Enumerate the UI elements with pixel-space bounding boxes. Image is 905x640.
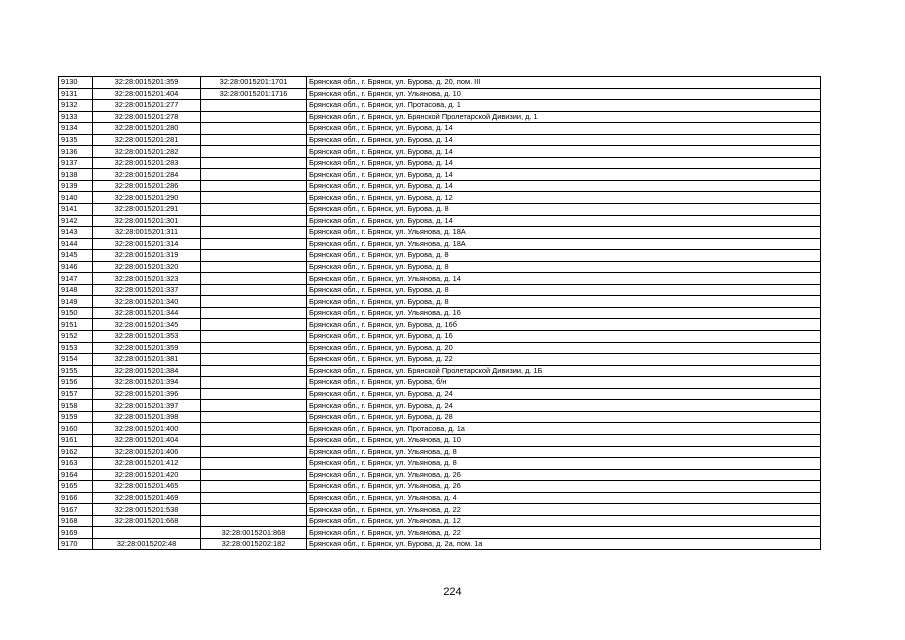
row-number-cell: 9130 [59, 77, 93, 89]
table-row [59, 354, 821, 366]
row-number-cell: 9135 [59, 134, 93, 146]
address-cell: Брянская обл., г. Брянск, ул. Протасова, д. 1а [307, 423, 821, 435]
address-cell: Брянская обл., г. Брянск, ул. Ульянова, д. 22 [307, 504, 821, 516]
cadastral-number-cell: 32:28:0015201:668 [93, 515, 201, 527]
table-row [59, 261, 821, 273]
row-number-cell: 9143 [59, 227, 93, 239]
related-cadastral-number-cell [201, 100, 307, 112]
table-row [59, 169, 821, 181]
page-number: 224 [443, 586, 462, 598]
related-cadastral-number-cell [201, 227, 307, 239]
cadastral-number-cell: 32:28:0015201:280 [93, 123, 201, 135]
address-cell: Брянская обл., г. Брянск, ул. Бурова, д. 14 [307, 157, 821, 169]
row-number-cell: 9138 [59, 169, 93, 181]
address-cell: Брянская обл., г. Брянск, ул. Бурова, д. 16б [307, 319, 821, 331]
address-cell: Брянская обл., г. Брянск, ул. Ульянова, д. 14 [307, 273, 821, 285]
related-cadastral-number-cell [201, 192, 307, 204]
cadastral-number-cell: 32:28:0015201:538 [93, 504, 201, 516]
related-cadastral-number-cell [201, 388, 307, 400]
address-cell: Брянская обл., г. Брянск, ул. Бурова, д. 22 [307, 354, 821, 366]
table-row [59, 204, 821, 216]
row-number-cell: 9133 [59, 111, 93, 123]
row-number-cell: 9149 [59, 296, 93, 308]
table-row [59, 423, 821, 435]
table-row [59, 400, 821, 412]
row-number-cell: 9131 [59, 88, 93, 100]
address-cell: Брянская обл., г. Брянск, ул. Бурова, д. 14 [307, 180, 821, 192]
related-cadastral-number-cell [201, 423, 307, 435]
row-number-cell: 9157 [59, 388, 93, 400]
table-row [59, 215, 821, 227]
related-cadastral-number-cell [201, 284, 307, 296]
cadastral-number-cell: 32:28:0015202:48 [93, 538, 201, 550]
related-cadastral-number-cell: 32:28:0015201:868 [201, 527, 307, 539]
table-row [59, 250, 821, 262]
related-cadastral-number-cell: 32:28:0015201:1701 [201, 77, 307, 89]
table-row [59, 527, 821, 539]
row-number-cell: 9141 [59, 204, 93, 216]
table-row [59, 481, 821, 493]
address-cell: Брянская обл., г. Брянск, ул. Бурова, д. 14 [307, 215, 821, 227]
table-row [59, 458, 821, 470]
cadastral-number-cell: 32:28:0015201:396 [93, 388, 201, 400]
related-cadastral-number-cell [201, 123, 307, 135]
cadastral-number-cell: 32:28:0015201:277 [93, 100, 201, 112]
related-cadastral-number-cell [201, 296, 307, 308]
address-cell: Брянская обл., г. Брянск, ул. Ульянова, д. 26 [307, 469, 821, 481]
cadastral-number-cell: 32:28:0015201:283 [93, 157, 201, 169]
table-row [59, 77, 821, 89]
row-number-cell: 9137 [59, 157, 93, 169]
address-cell: Брянская обл., г. Брянск, ул. Бурова, д. 14 [307, 146, 821, 158]
address-cell: Брянская обл., г. Брянск, ул. Ульянова, д. 10 [307, 88, 821, 100]
table-row [59, 123, 821, 135]
table-row [59, 377, 821, 389]
related-cadastral-number-cell [201, 515, 307, 527]
row-number-cell: 9154 [59, 354, 93, 366]
row-number-cell: 9166 [59, 492, 93, 504]
table-row [59, 157, 821, 169]
address-cell: Брянская обл., г. Брянск, ул. Брянской Пролетарской Дивизии, д. 1Б [307, 365, 821, 377]
related-cadastral-number-cell [201, 365, 307, 377]
address-cell: Брянская обл., г. Брянск, ул. Ульянова, д. 26 [307, 481, 821, 493]
address-cell: Брянская обл., г. Брянск, ул. Бурова, д. 16 [307, 331, 821, 343]
related-cadastral-number-cell [201, 354, 307, 366]
table-row [59, 365, 821, 377]
table-row [59, 538, 821, 550]
address-cell: Брянская обл., г. Брянск, ул. Ульянова, д. 18А [307, 238, 821, 250]
cadastral-number-cell: 32:28:0015201:290 [93, 192, 201, 204]
cadastral-number-cell: 32:28:0015201:404 [93, 88, 201, 100]
row-number-cell: 9168 [59, 515, 93, 527]
address-cell: Брянская обл., г. Брянск, ул. Ульянова, д. 4 [307, 492, 821, 504]
cadastral-number-cell: 32:28:0015201:384 [93, 365, 201, 377]
table-row [59, 134, 821, 146]
related-cadastral-number-cell [201, 458, 307, 470]
related-cadastral-number-cell [201, 331, 307, 343]
table-row [59, 296, 821, 308]
related-cadastral-number-cell [201, 307, 307, 319]
address-cell: Брянская обл., г. Брянск, ул. Бурова, д. 8 [307, 204, 821, 216]
row-number-cell: 9159 [59, 411, 93, 423]
cadastral-number-cell: 32:28:0015201:359 [93, 342, 201, 354]
row-number-cell: 9167 [59, 504, 93, 516]
cadastral-number-cell: 32:28:0015201:345 [93, 319, 201, 331]
row-number-cell: 9147 [59, 273, 93, 285]
row-number-cell: 9156 [59, 377, 93, 389]
row-number-cell: 9151 [59, 319, 93, 331]
related-cadastral-number-cell [201, 492, 307, 504]
related-cadastral-number-cell [201, 504, 307, 516]
cadastral-number-cell: 32:28:0015201:278 [93, 111, 201, 123]
row-number-cell: 9165 [59, 481, 93, 493]
row-number-cell: 9146 [59, 261, 93, 273]
table-row [59, 331, 821, 343]
cadastral-number-cell: 32:28:0015201:469 [93, 492, 201, 504]
cadastral-number-cell: 32:28:0015201:311 [93, 227, 201, 239]
table-row [59, 273, 821, 285]
table-row [59, 88, 821, 100]
cadastral-number-cell: 32:28:0015201:340 [93, 296, 201, 308]
related-cadastral-number-cell [201, 134, 307, 146]
cadastral-number-cell: 32:28:0015201:281 [93, 134, 201, 146]
table-row [59, 284, 821, 296]
cadastral-number-cell: 32:28:0015201:465 [93, 481, 201, 493]
related-cadastral-number-cell [201, 111, 307, 123]
address-cell: Брянская обл., г. Брянск, ул. Ульянова, д. 8 [307, 446, 821, 458]
related-cadastral-number-cell [201, 273, 307, 285]
table-row [59, 342, 821, 354]
cadastral-number-cell: 32:28:0015201:314 [93, 238, 201, 250]
row-number-cell: 9158 [59, 400, 93, 412]
related-cadastral-number-cell [201, 146, 307, 158]
table-row [59, 146, 821, 158]
row-number-cell: 9164 [59, 469, 93, 481]
related-cadastral-number-cell: 32:28:0015202:182 [201, 538, 307, 550]
address-cell: Брянская обл., г. Брянск, ул. Бурова, д. 20, пом. III [307, 77, 821, 89]
cadastral-number-cell: 32:28:0015201:394 [93, 377, 201, 389]
table-row [59, 434, 821, 446]
address-cell: Брянская обл., г. Брянск, ул. Бурова, д. 14 [307, 169, 821, 181]
table-row [59, 411, 821, 423]
related-cadastral-number-cell [201, 377, 307, 389]
address-cell: Брянская обл., г. Брянск, ул. Бурова, д. 8 [307, 250, 821, 262]
cadastral-number-cell: 32:28:0015201:286 [93, 180, 201, 192]
related-cadastral-number-cell [201, 204, 307, 216]
related-cadastral-number-cell [201, 250, 307, 262]
table-row [59, 469, 821, 481]
address-cell: Брянская обл., г. Брянск, ул. Бурова, д. 8 [307, 261, 821, 273]
table-row [59, 192, 821, 204]
related-cadastral-number-cell [201, 157, 307, 169]
cadastral-number-cell: 32:28:0015201:282 [93, 146, 201, 158]
address-cell: Брянская обл., г. Брянск, ул. Бурова, д. 14 [307, 134, 821, 146]
cadastral-number-cell: 32:28:0015201:420 [93, 469, 201, 481]
table-row [59, 446, 821, 458]
row-number-cell: 9144 [59, 238, 93, 250]
address-cell: Брянская обл., г. Брянск, ул. Бурова, д. 2а, пом. 1а [307, 538, 821, 550]
related-cadastral-number-cell [201, 180, 307, 192]
cadastral-number-cell: 32:28:0015201:398 [93, 411, 201, 423]
address-cell: Брянская обл., г. Брянск, ул. Бурова, д. 8 [307, 284, 821, 296]
row-number-cell: 9153 [59, 342, 93, 354]
table-row [59, 319, 821, 331]
row-number-cell: 9155 [59, 365, 93, 377]
table-row [59, 492, 821, 504]
cadastral-number-cell: 32:28:0015201:397 [93, 400, 201, 412]
row-number-cell: 9142 [59, 215, 93, 227]
table-row [59, 307, 821, 319]
address-cell: Брянская обл., г. Брянск, ул. Ульянова, д. 16 [307, 307, 821, 319]
related-cadastral-number-cell [201, 215, 307, 227]
row-number-cell: 9169 [59, 527, 93, 539]
address-cell: Брянская обл., г. Брянск, ул. Бурова, д. 24 [307, 388, 821, 400]
related-cadastral-number-cell: 32:28:0015201:1716 [201, 88, 307, 100]
address-cell: Брянская обл., г. Брянск, ул. Ульянова, д. 18А [307, 227, 821, 239]
address-cell: Брянская обл., г. Брянск, ул. Бурова, д. 24 [307, 400, 821, 412]
related-cadastral-number-cell [201, 319, 307, 331]
address-cell: Брянская обл., г. Брянск, ул. Бурова, б/н [307, 377, 821, 389]
registry-table [58, 76, 821, 550]
address-cell: Брянская обл., г. Брянск, ул. Брянской Пролетарской Дивизии, д. 1 [307, 111, 821, 123]
table-row [59, 238, 821, 250]
row-number-cell: 9170 [59, 538, 93, 550]
cadastral-number-cell: 32:28:0015201:320 [93, 261, 201, 273]
table-row [59, 100, 821, 112]
address-cell: Брянская обл., г. Брянск, ул. Ульянова, д. 22 [307, 527, 821, 539]
table-row [59, 227, 821, 239]
related-cadastral-number-cell [201, 238, 307, 250]
row-number-cell: 9134 [59, 123, 93, 135]
cadastral-number-cell: 32:28:0015201:406 [93, 446, 201, 458]
row-number-cell: 9148 [59, 284, 93, 296]
related-cadastral-number-cell [201, 446, 307, 458]
address-cell: Брянская обл., г. Брянск, ул. Ульянова, д. 8 [307, 458, 821, 470]
cadastral-number-cell: 32:28:0015201:400 [93, 423, 201, 435]
related-cadastral-number-cell [201, 400, 307, 412]
address-cell: Брянская обл., г. Брянск, ул. Бурова, д. 12 [307, 192, 821, 204]
row-number-cell: 9161 [59, 434, 93, 446]
registry-table-body [59, 77, 821, 550]
table-row [59, 388, 821, 400]
row-number-cell: 9152 [59, 331, 93, 343]
row-number-cell: 9162 [59, 446, 93, 458]
address-cell: Брянская обл., г. Брянск, ул. Бурова, д. 8 [307, 296, 821, 308]
related-cadastral-number-cell [201, 169, 307, 181]
cadastral-number-cell: 32:28:0015201:353 [93, 331, 201, 343]
cadastral-number-cell: 32:28:0015201:323 [93, 273, 201, 285]
address-cell: Брянская обл., г. Брянск, ул. Ульянова, д. 12 [307, 515, 821, 527]
row-number-cell: 9139 [59, 180, 93, 192]
cadastral-number-cell: 32:28:0015201:284 [93, 169, 201, 181]
address-cell: Брянская обл., г. Брянск, ул. Бурова, д. 28 [307, 411, 821, 423]
related-cadastral-number-cell [201, 481, 307, 493]
related-cadastral-number-cell [201, 261, 307, 273]
row-number-cell: 9136 [59, 146, 93, 158]
row-number-cell: 9150 [59, 307, 93, 319]
cadastral-number-cell: 32:28:0015201:291 [93, 204, 201, 216]
address-cell: Брянская обл., г. Брянск, ул. Ульянова, д. 10 [307, 434, 821, 446]
table-row [59, 504, 821, 516]
row-number-cell: 9132 [59, 100, 93, 112]
cadastral-number-cell: 32:28:0015201:412 [93, 458, 201, 470]
cadastral-number-cell: 32:28:0015201:301 [93, 215, 201, 227]
table-row [59, 515, 821, 527]
table-row [59, 180, 821, 192]
row-number-cell: 9145 [59, 250, 93, 262]
related-cadastral-number-cell [201, 469, 307, 481]
cadastral-number-cell: 32:28:0015201:337 [93, 284, 201, 296]
cadastral-number-cell: 32:28:0015201:344 [93, 307, 201, 319]
row-number-cell: 9163 [59, 458, 93, 470]
cadastral-number-cell: 32:28:0015201:404 [93, 434, 201, 446]
table-row [59, 111, 821, 123]
row-number-cell: 9160 [59, 423, 93, 435]
cadastral-number-cell: 32:28:0015201:381 [93, 354, 201, 366]
address-cell: Брянская обл., г. Брянск, ул. Бурова, д. 20 [307, 342, 821, 354]
related-cadastral-number-cell [201, 434, 307, 446]
related-cadastral-number-cell [201, 342, 307, 354]
related-cadastral-number-cell [201, 411, 307, 423]
cadastral-number-cell: 32:28:0015201:319 [93, 250, 201, 262]
address-cell: Брянская обл., г. Брянск, ул. Протасова, д. 1 [307, 100, 821, 112]
cadastral-number-cell [93, 527, 201, 539]
address-cell: Брянская обл., г. Брянск, ул. Бурова, д. 14 [307, 123, 821, 135]
row-number-cell: 9140 [59, 192, 93, 204]
cadastral-number-cell: 32:28:0015201:359 [93, 77, 201, 89]
